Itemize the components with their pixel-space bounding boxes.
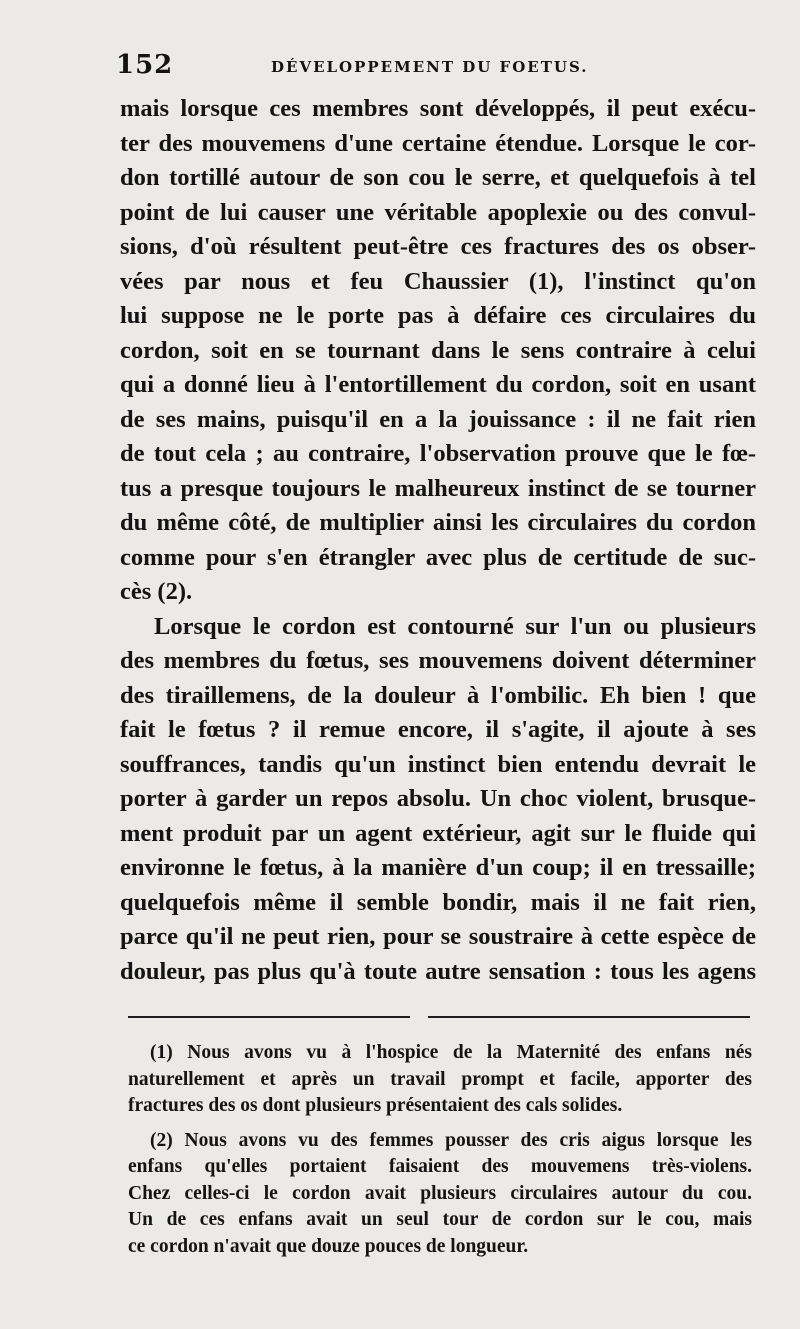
running-title: DÉVELOPPEMENT DU FOETUS. xyxy=(271,58,589,76)
footnote-gap xyxy=(128,1120,752,1128)
text-line: environne le fœtus, à la manière d'un coup; il en tressaille; xyxy=(120,854,756,881)
text-line: ter des mouvemens d'une certaine étendue. Lorsque le cor- xyxy=(120,129,756,157)
footnote-line: ce cordon n'avait que douze pouces de longueur. xyxy=(128,1235,529,1257)
page-header xyxy=(116,50,756,80)
footnote-line: (1) Nous avons vu à l'hospice de la Maternité des enfans nés xyxy=(150,1042,752,1063)
text-line: vées par nous et feu Chaussier (1), l'instinct qu'on xyxy=(120,267,756,295)
text-line: ment produit par un agent extérieur, agit sur le fluide qui xyxy=(120,819,756,847)
footnote-separator-right xyxy=(428,1016,750,1018)
text-line: mais lorsque ces membres sont développés, il peut exécu- xyxy=(120,95,756,122)
text-line: lui suppose ne le porte pas à défaire ces circulaires du xyxy=(120,302,756,329)
text-line: cès (2). xyxy=(120,578,193,605)
text-line: comme pour s'en étrangler avec plus de certitude de suc- xyxy=(120,543,756,571)
footnote-separator-left xyxy=(128,1016,410,1018)
text-line: des tiraillemens, de la douleur à l'ombilic. Eh bien ! que xyxy=(120,681,756,709)
text-line: qui a donné lieu à l'entortillement du cordon, soit en usant xyxy=(120,371,756,398)
paragraph-2 xyxy=(120,610,756,990)
footnote-1 xyxy=(128,1040,752,1120)
footnote-line: Un de ces enfans avait un seul tour de cordon sur le cou, mais xyxy=(128,1209,752,1230)
text-line: douleur, pas plus qu'à toute autre sensation : tous les agens xyxy=(120,957,756,985)
text-line: cordon, soit en se tournant dans le sens contraire à celui xyxy=(120,336,756,364)
footnote-line: enfans qu'elles portaient faisaient des mouvemens très-violens. xyxy=(128,1156,752,1177)
text-line: don tortillé autour de son cou le serre, et quelquefois à tel xyxy=(120,164,756,191)
footnote-line: naturellement et après un travail prompt et facile, apporter des xyxy=(128,1068,752,1090)
text-line: du même côté, de multiplier ainsi les circulaires du cordon xyxy=(120,509,756,536)
text-line: souffrances, tandis qu'un instinct bien entendu devrait le xyxy=(120,750,756,778)
main-text xyxy=(120,92,756,989)
text-line: quelquefois même il semble bondir, mais il ne fait rien, xyxy=(120,888,756,916)
text-line: de tout cela ; au contraire, l'observation prouve que le fœ- xyxy=(120,440,756,467)
text-line: sions, d'où résultent peut-être ces fractures des os obser- xyxy=(120,233,756,260)
text-line: fait le fœtus ? il remue encore, il s'agite, il ajoute à ses xyxy=(120,716,756,743)
footnotes xyxy=(128,1040,752,1260)
text-line: porter à garder un repos absolu. Un choc violent, brusque- xyxy=(120,785,756,812)
footnote-line: fractures des os dont plusieurs présentaient des cals solides. xyxy=(128,1095,623,1116)
text-line: tus a presque toujours le malheureux instinct de se tourner xyxy=(120,474,756,502)
paragraph-1 xyxy=(120,92,756,610)
text-line: parce qu'il ne peut rien, pour se soustraire à cette espèce de xyxy=(120,923,756,950)
footnote-2 xyxy=(128,1128,752,1261)
text-line: point de lui causer une véritable apoplexie ou des convul- xyxy=(120,198,756,226)
text-line: Lorsque le cordon est contourné sur l'un ou plusieurs xyxy=(154,612,756,640)
text-line: des membres du fœtus, ses mouvemens doivent déterminer xyxy=(120,647,756,674)
footnote-line: (2) Nous avons vu des femmes pousser des cris aigus lorsque les xyxy=(150,1129,752,1151)
page-number: 152 xyxy=(116,50,174,80)
footnote-line: Chez celles-ci le cordon avait plusieurs circulaires autour du cou. xyxy=(128,1182,752,1204)
text-line: de ses mains, puisqu'il en a la jouissance : il ne fait rien xyxy=(120,405,756,433)
